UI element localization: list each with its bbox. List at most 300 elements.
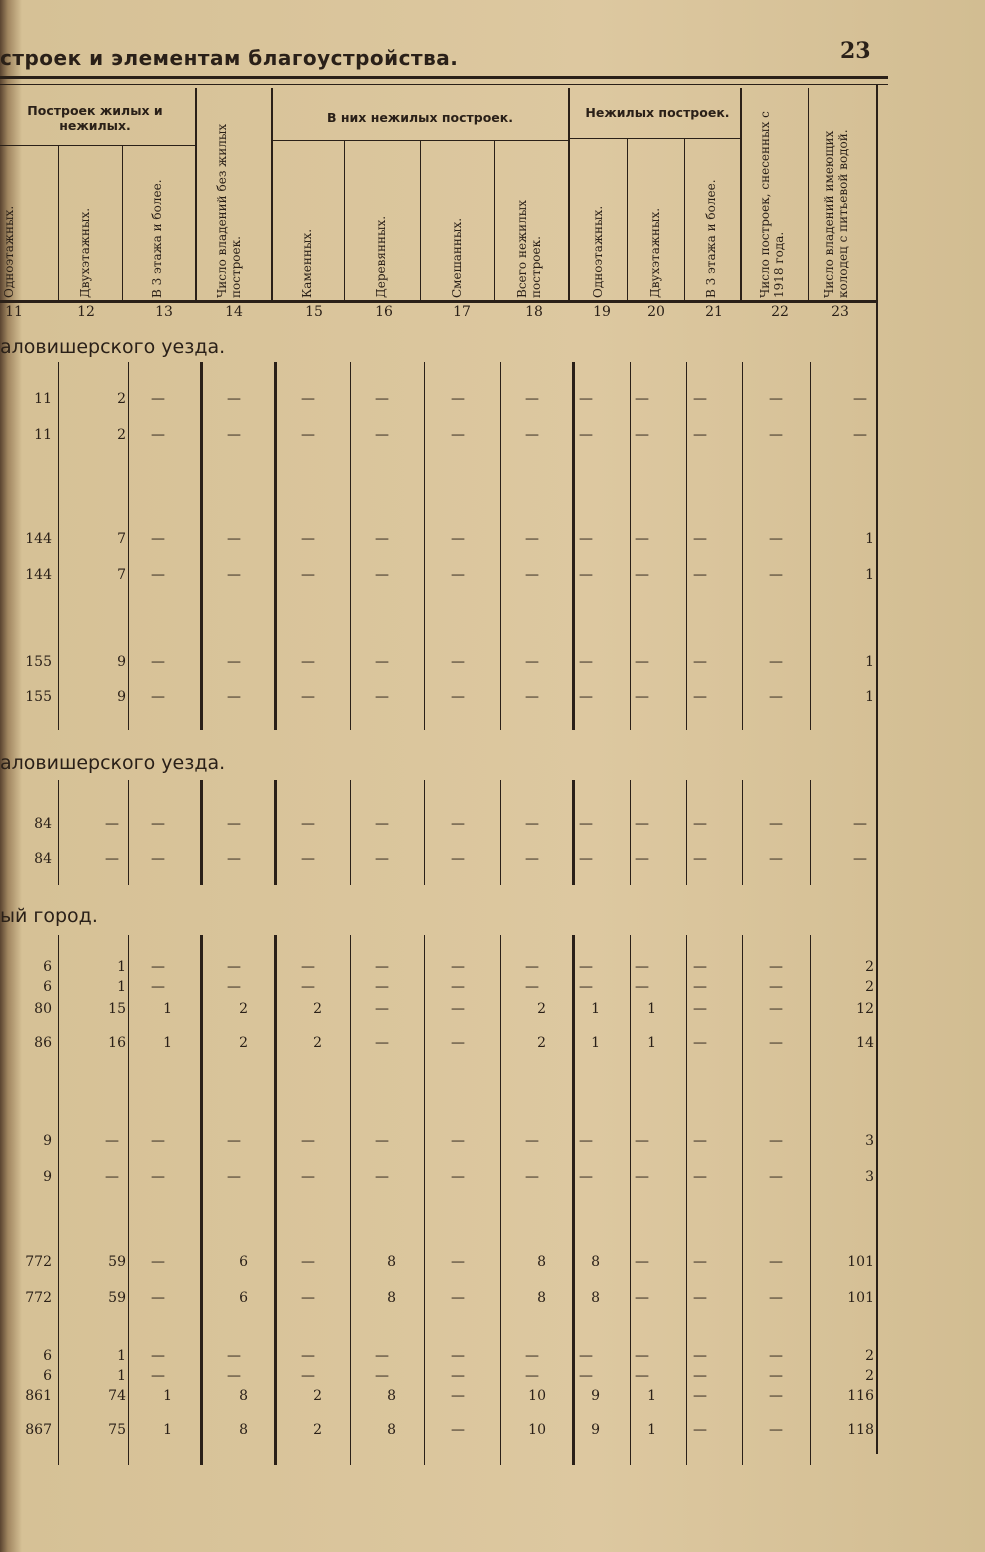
- table-cell: 1: [865, 654, 874, 670]
- table-cell: —: [451, 1254, 465, 1270]
- col-header-11: Одноэтажных.: [2, 205, 16, 298]
- table-cell: 772: [25, 1254, 52, 1270]
- col-header-18: Всего нежилых построек.: [515, 199, 543, 298]
- table-cell: —: [227, 427, 241, 443]
- table-cell: 867: [25, 1422, 52, 1438]
- table-cell: —: [853, 816, 867, 832]
- hdr-sep-7: [494, 140, 495, 300]
- hdr-sep-3: [195, 88, 197, 300]
- table-cell: 861: [25, 1388, 52, 1404]
- table-cell: 7: [117, 567, 126, 583]
- col-header-21: В 3 этажа и более.: [704, 179, 718, 298]
- table-cell: —: [105, 851, 119, 867]
- table-cell: 2: [117, 391, 126, 407]
- table-cell: —: [301, 851, 315, 867]
- column-rule: [274, 362, 277, 730]
- column-number: 11: [5, 304, 23, 320]
- table-cell: —: [227, 567, 241, 583]
- table-cell: —: [635, 851, 649, 867]
- table-cell: —: [105, 1133, 119, 1149]
- col-header-23: Число владений имеющих колодец с питьевой водой.: [822, 129, 850, 298]
- table-cell: —: [579, 689, 593, 705]
- table-cell: 6: [239, 1290, 248, 1306]
- table-cell: —: [151, 851, 165, 867]
- table-cell: 1: [647, 1422, 656, 1438]
- table-cell: —: [635, 816, 649, 832]
- column-rule: [274, 780, 277, 885]
- hdr-sep-4: [271, 88, 273, 300]
- table-cell: —: [227, 816, 241, 832]
- column-number: 19: [593, 304, 611, 320]
- table-cell: —: [451, 959, 465, 975]
- column-rule: [500, 362, 501, 730]
- table-cell: —: [151, 1254, 165, 1270]
- column-number: 15: [305, 304, 323, 320]
- table-cell: 86: [34, 1035, 52, 1051]
- table-cell: —: [375, 979, 389, 995]
- table-cell: 8: [537, 1290, 546, 1306]
- table-cell: —: [451, 1133, 465, 1149]
- table-cell: —: [769, 1368, 783, 1384]
- table-cell: —: [693, 1254, 707, 1270]
- col-header-13: В 3 этажа и более.: [150, 179, 164, 298]
- table-cell: 1: [163, 1388, 172, 1404]
- hdr-sep-12: [808, 88, 809, 300]
- hdr-sep-10: [684, 138, 685, 300]
- header-top-rule-thin: [0, 84, 888, 85]
- table-cell: 84: [34, 816, 52, 832]
- col-header-19: Одноэтажных.: [591, 205, 605, 298]
- table-cell: —: [375, 427, 389, 443]
- table-cell: —: [451, 654, 465, 670]
- table-cell: 101: [847, 1254, 874, 1270]
- column-rule: [128, 935, 129, 1465]
- table-cell: 1: [591, 1035, 600, 1051]
- table-cell: 80: [34, 1001, 52, 1017]
- table-cell: —: [151, 689, 165, 705]
- table-cell: 11: [34, 427, 52, 443]
- table-cell: 155: [25, 689, 52, 705]
- header-bottom-rule: [0, 300, 878, 303]
- table-cell: 144: [25, 531, 52, 547]
- table-cell: 8: [387, 1422, 396, 1438]
- table-cell: —: [525, 1133, 539, 1149]
- table-cell: 2: [313, 1422, 322, 1438]
- table-cell: —: [525, 1169, 539, 1185]
- table-cell: —: [375, 567, 389, 583]
- table-cell: 2: [865, 1368, 874, 1384]
- table-cell: 9: [43, 1169, 52, 1185]
- table-cell: —: [635, 427, 649, 443]
- column-rule: [742, 935, 743, 1465]
- table-cell: 10: [528, 1388, 546, 1404]
- table-cell: —: [301, 689, 315, 705]
- table-cell: 144: [25, 567, 52, 583]
- table-cell: —: [635, 1290, 649, 1306]
- table-cell: 2: [239, 1035, 248, 1051]
- table-cell: —: [375, 1035, 389, 1051]
- table-cell: —: [451, 1169, 465, 1185]
- column-number: 20: [647, 304, 665, 320]
- table-cell: —: [301, 1169, 315, 1185]
- table-cell: —: [451, 1368, 465, 1384]
- table-cell: 6: [43, 1368, 52, 1384]
- table-cell: 84: [34, 851, 52, 867]
- table-cell: —: [579, 427, 593, 443]
- table-cell: 116: [847, 1388, 874, 1404]
- hdr-sep-5: [344, 140, 345, 300]
- table-cell: —: [693, 1169, 707, 1185]
- column-rule: [810, 362, 811, 730]
- column-rule: [742, 362, 743, 730]
- table-cell: —: [375, 1001, 389, 1017]
- column-rule: [500, 780, 501, 885]
- column-number: 12: [77, 304, 95, 320]
- table-cell: —: [525, 689, 539, 705]
- column-rule: [424, 362, 425, 730]
- col-header-17: Смешанных.: [450, 217, 464, 298]
- table-cell: —: [525, 816, 539, 832]
- table-cell: 1: [647, 1388, 656, 1404]
- table-cell: 9: [117, 689, 126, 705]
- section-label-2: аловишерского уезда.: [0, 752, 226, 774]
- table-cell: —: [693, 1290, 707, 1306]
- header-top-rule: [0, 76, 888, 79]
- table-cell: —: [693, 1348, 707, 1364]
- column-rule: [424, 780, 425, 885]
- column-rule: [128, 780, 129, 885]
- table-cell: —: [227, 979, 241, 995]
- column-rule: [350, 780, 351, 885]
- column-rule: [200, 780, 203, 885]
- group-header-built: Построек жилых и нежилых.: [27, 103, 163, 133]
- table-cell: 3: [865, 1169, 874, 1185]
- table-cell: —: [151, 959, 165, 975]
- column-rule: [58, 780, 59, 885]
- table-cell: 1: [591, 1001, 600, 1017]
- table-cell: —: [769, 1001, 783, 1017]
- section-label-3: ый город.: [0, 905, 98, 927]
- table-cell: —: [301, 1368, 315, 1384]
- table-cell: —: [579, 1368, 593, 1384]
- column-rule: [200, 935, 203, 1465]
- section-label-1: аловишерского уезда.: [0, 336, 226, 358]
- column-rule: [274, 935, 277, 1465]
- table-cell: —: [301, 1133, 315, 1149]
- table-cell: —: [769, 979, 783, 995]
- table-cell: 1: [647, 1001, 656, 1017]
- table-cell: —: [227, 851, 241, 867]
- table-cell: 2: [313, 1388, 322, 1404]
- column-number: 21: [705, 304, 723, 320]
- table-cell: —: [525, 959, 539, 975]
- table-cell: —: [151, 1368, 165, 1384]
- col-header-14: Число владений без жилых построек.: [215, 123, 243, 298]
- table-cell: —: [693, 1368, 707, 1384]
- col-header-15: Каменных.: [300, 228, 314, 298]
- table-cell: —: [375, 1169, 389, 1185]
- column-rule: [128, 362, 129, 730]
- table-cell: —: [525, 391, 539, 407]
- table-cell: —: [375, 1133, 389, 1149]
- table-cell: —: [227, 1169, 241, 1185]
- table-cell: 2: [537, 1035, 546, 1051]
- column-rule: [572, 780, 575, 885]
- column-rule: [686, 780, 687, 885]
- table-cell: —: [525, 427, 539, 443]
- table-cell: —: [579, 816, 593, 832]
- table-cell: —: [769, 531, 783, 547]
- table-cell: —: [769, 1388, 783, 1404]
- column-rule: [58, 935, 59, 1465]
- table-cell: —: [693, 567, 707, 583]
- table-cell: 9: [43, 1133, 52, 1149]
- table-cell: 16: [108, 1035, 126, 1051]
- table-cell: —: [693, 1422, 707, 1438]
- table-cell: —: [769, 427, 783, 443]
- table-cell: —: [451, 979, 465, 995]
- table-cell: —: [769, 689, 783, 705]
- table-cell: —: [151, 979, 165, 995]
- table-cell: —: [301, 959, 315, 975]
- table-cell: —: [635, 567, 649, 583]
- table-cell: —: [769, 1422, 783, 1438]
- table-cell: —: [375, 689, 389, 705]
- table-cell: —: [451, 391, 465, 407]
- table-cell: —: [635, 1348, 649, 1364]
- table-cell: —: [227, 959, 241, 975]
- table-cell: —: [227, 1133, 241, 1149]
- table-cell: 1: [865, 567, 874, 583]
- table-cell: —: [635, 1133, 649, 1149]
- column-number: 23: [831, 304, 849, 320]
- table-cell: —: [693, 427, 707, 443]
- table-cell: —: [635, 959, 649, 975]
- table-cell: 772: [25, 1290, 52, 1306]
- hdr-sep-1: [58, 145, 59, 300]
- column-rule: [58, 362, 59, 730]
- table-cell: —: [693, 689, 707, 705]
- table-cell: —: [301, 391, 315, 407]
- table-cell: 11: [34, 391, 52, 407]
- table-cell: —: [769, 391, 783, 407]
- table-cell: —: [769, 816, 783, 832]
- table-cell: 6: [43, 959, 52, 975]
- table-cell: —: [151, 1348, 165, 1364]
- table-cell: 101: [847, 1290, 874, 1306]
- hdr-sep-2: [122, 145, 123, 300]
- table-cell: —: [635, 1254, 649, 1270]
- table-cell: —: [635, 979, 649, 995]
- table-cell: —: [301, 531, 315, 547]
- table-cell: 1: [117, 959, 126, 975]
- column-rule: [810, 935, 811, 1465]
- hdr-sep-11: [740, 88, 742, 300]
- table-cell: —: [693, 531, 707, 547]
- table-cell: —: [693, 816, 707, 832]
- table-cell: —: [105, 816, 119, 832]
- table-cell: 3: [865, 1133, 874, 1149]
- table-cell: —: [301, 1254, 315, 1270]
- table-cell: 8: [537, 1254, 546, 1270]
- table-cell: —: [105, 1169, 119, 1185]
- table-cell: 1: [117, 1348, 126, 1364]
- table-cell: 8: [239, 1388, 248, 1404]
- table-cell: —: [375, 391, 389, 407]
- table-cell: —: [227, 391, 241, 407]
- table-cell: —: [693, 979, 707, 995]
- table-cell: 7: [117, 531, 126, 547]
- table-cell: —: [853, 851, 867, 867]
- table-cell: —: [451, 531, 465, 547]
- table-cell: 8: [591, 1290, 600, 1306]
- table-cell: —: [301, 1290, 315, 1306]
- table-cell: —: [693, 1133, 707, 1149]
- table-cell: —: [769, 1348, 783, 1364]
- table-cell: —: [151, 1169, 165, 1185]
- table-cell: —: [375, 654, 389, 670]
- table-cell: —: [227, 531, 241, 547]
- table-cell: —: [375, 1348, 389, 1364]
- table-cell: 8: [387, 1254, 396, 1270]
- table-cell: —: [635, 654, 649, 670]
- table-cell: —: [635, 531, 649, 547]
- table-cell: 6: [43, 979, 52, 995]
- table-cell: 59: [108, 1290, 126, 1306]
- table-cell: —: [151, 816, 165, 832]
- column-number: 16: [375, 304, 393, 320]
- group-header-nonres: В них нежилых построек.: [327, 110, 513, 125]
- table-cell: 6: [43, 1348, 52, 1364]
- table-cell: —: [525, 531, 539, 547]
- table-cell: 2: [865, 1348, 874, 1364]
- column-rule: [742, 780, 743, 885]
- table-cell: 1: [163, 1035, 172, 1051]
- table-cell: —: [301, 567, 315, 583]
- table-cell: 8: [387, 1290, 396, 1306]
- table-cell: —: [451, 1001, 465, 1017]
- table-cell: —: [853, 391, 867, 407]
- table-cell: 2: [865, 959, 874, 975]
- table-cell: —: [151, 391, 165, 407]
- table-cell: 12: [856, 1001, 874, 1017]
- table-cell: —: [769, 959, 783, 975]
- table-cell: —: [451, 1388, 465, 1404]
- table-cell: —: [579, 1169, 593, 1185]
- table-cell: —: [151, 1290, 165, 1306]
- table-cell: 1: [117, 1368, 126, 1384]
- table-cell: —: [853, 427, 867, 443]
- table-cell: —: [451, 1422, 465, 1438]
- table-cell: —: [525, 1368, 539, 1384]
- table-cell: —: [635, 689, 649, 705]
- table-cell: 2: [865, 979, 874, 995]
- table-cell: —: [635, 1169, 649, 1185]
- table-cell: 155: [25, 654, 52, 670]
- table-cell: —: [769, 1133, 783, 1149]
- table-cell: —: [769, 567, 783, 583]
- table-cell: —: [301, 816, 315, 832]
- table-cell: —: [579, 1348, 593, 1364]
- table-cell: 1: [117, 979, 126, 995]
- table-cell: —: [227, 654, 241, 670]
- hdr-sep-9: [627, 138, 628, 300]
- group-rule-nonres2: [570, 138, 740, 139]
- table-cell: —: [693, 1035, 707, 1051]
- table-cell: —: [375, 1368, 389, 1384]
- table-cell: 6: [239, 1254, 248, 1270]
- table-cell: 2: [537, 1001, 546, 1017]
- col-header-12: Двухэтажных.: [78, 207, 92, 298]
- table-cell: —: [693, 391, 707, 407]
- table-cell: —: [525, 1348, 539, 1364]
- table-cell: —: [451, 1290, 465, 1306]
- table-cell: 2: [313, 1001, 322, 1017]
- table-cell: —: [451, 1348, 465, 1364]
- column-rule: [350, 935, 351, 1465]
- table-cell: 10: [528, 1422, 546, 1438]
- column-rule: [424, 935, 425, 1465]
- table-cell: —: [769, 1035, 783, 1051]
- table-cell: —: [451, 689, 465, 705]
- table-cell: 2: [117, 427, 126, 443]
- column-number: 13: [155, 304, 173, 320]
- table-cell: —: [635, 1368, 649, 1384]
- table-cell: —: [769, 1254, 783, 1270]
- col-header-16: Деревянных.: [374, 215, 388, 298]
- table-cell: 74: [108, 1388, 126, 1404]
- table-cell: 118: [847, 1422, 874, 1438]
- table-cell: 8: [239, 1422, 248, 1438]
- table-cell: —: [579, 1133, 593, 1149]
- table-cell: 1: [865, 531, 874, 547]
- table-cell: —: [579, 959, 593, 975]
- table-cell: —: [451, 427, 465, 443]
- table-cell: —: [693, 654, 707, 670]
- table-cell: —: [227, 689, 241, 705]
- table-cell: —: [375, 851, 389, 867]
- table-cell: 1: [865, 689, 874, 705]
- table-cell: —: [525, 567, 539, 583]
- table-cell: 1: [647, 1035, 656, 1051]
- group-rule-built: [0, 145, 195, 146]
- table-cell: —: [151, 531, 165, 547]
- col-header-22: Число построек, снесенных с 1918 года.: [758, 111, 786, 298]
- table-cell: —: [375, 531, 389, 547]
- table-cell: —: [451, 1035, 465, 1051]
- table-cell: —: [525, 654, 539, 670]
- table-cell: 2: [313, 1035, 322, 1051]
- table-cell: —: [579, 567, 593, 583]
- table-cell: 8: [387, 1388, 396, 1404]
- table-cell: 9: [591, 1422, 600, 1438]
- page-title: строек и элементам благоустройства.: [0, 46, 459, 70]
- table-cell: 9: [117, 654, 126, 670]
- column-number: 14: [225, 304, 243, 320]
- table-cell: —: [769, 654, 783, 670]
- column-rule: [500, 935, 501, 1465]
- table-cell: —: [301, 979, 315, 995]
- column-number: 22: [771, 304, 789, 320]
- table-cell: —: [525, 851, 539, 867]
- table-cell: —: [227, 1368, 241, 1384]
- table-cell: —: [375, 816, 389, 832]
- table-cell: —: [579, 979, 593, 995]
- table-cell: —: [451, 851, 465, 867]
- table-cell: —: [151, 654, 165, 670]
- table-cell: —: [579, 531, 593, 547]
- table-cell: 14: [856, 1035, 874, 1051]
